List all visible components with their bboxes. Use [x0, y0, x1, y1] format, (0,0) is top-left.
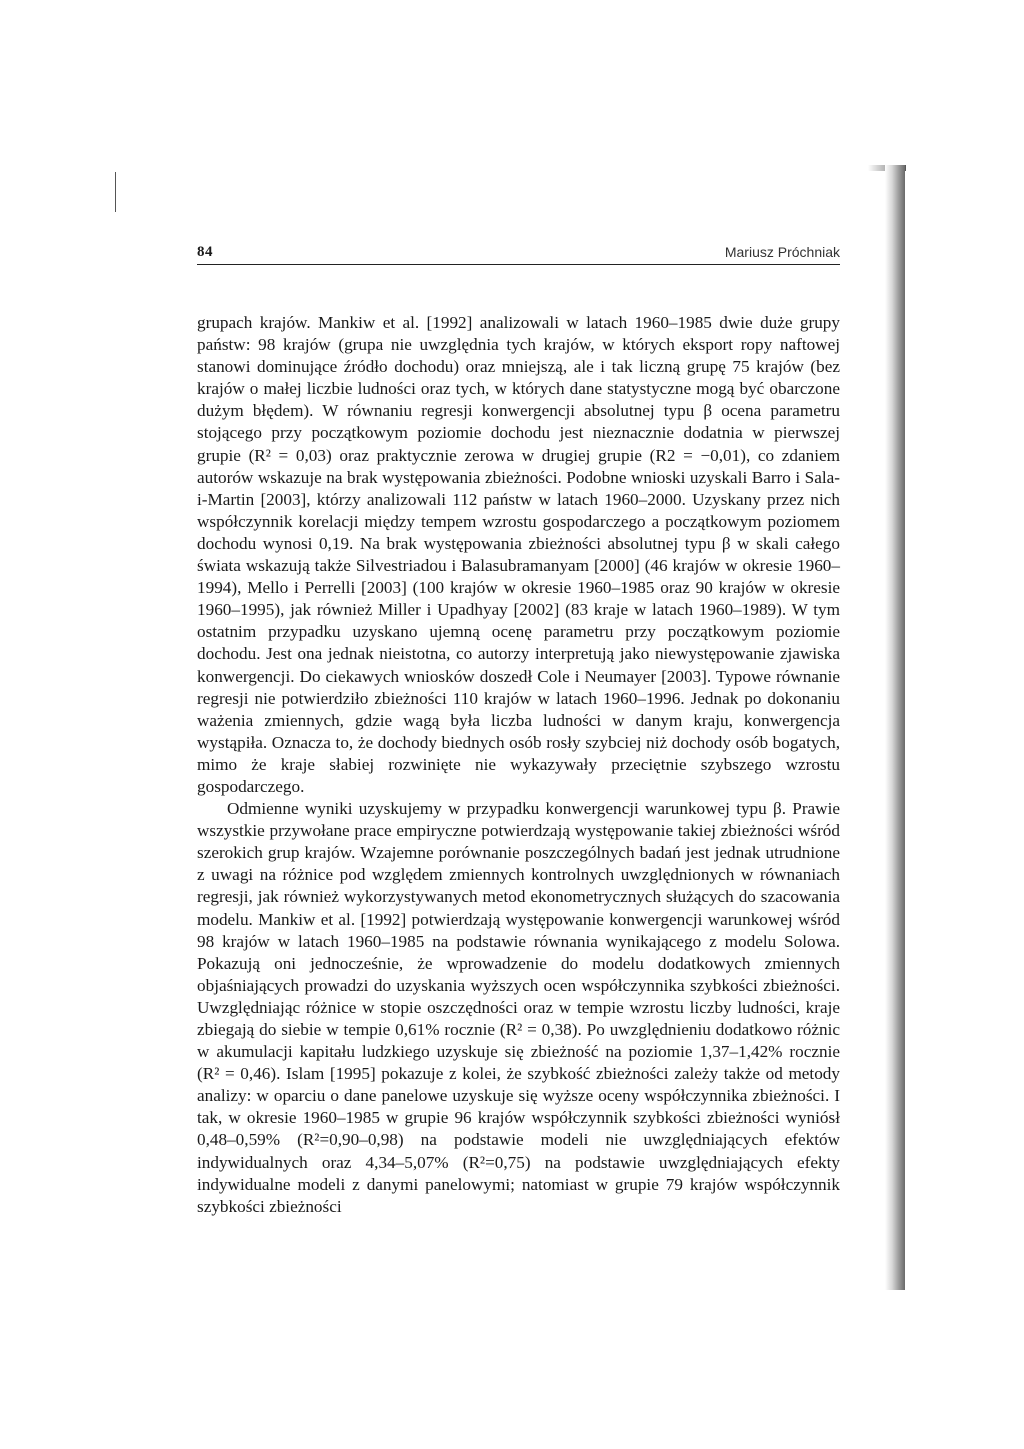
header-rule [197, 264, 840, 265]
paragraph-2: Odmienne wyniki uzyskujemy w przypadku konwergencji warunkowej typu β. Prawie wszystkie przywołane prace empiryczne potwierdzają występowanie takiej zbieżności wśród szerokich grup krajów. Wzajemne porównanie poszczególnych badań jest jednak utrudnione z uwagi na różnice pod względem zmiennych kontrolnych uwzględnionych w równaniach regresji, jak również wykorzystywanych metod ekonometrycznych służących do szacowania modelu. Mankiw et al. [1992] potwierdzają występowanie konwergencji warunkowej wśród 98 krajów w latach 1960–1985 na podstawie równania wynikającego z modelu Solowa. Pokazują oni jednocześnie, że wprowadzenie do modelu dodatkowych zmiennych objaśniających prowadzi do uzyskania wyższych ocen współczynnika szybkości zbieżności. Uwzględniając różnice w stopie oszczędności oraz w tempie wzrostu liczby ludności, kraje zbiegają do siebie w tempie 0,61% rocznie (R² = 0,38). Po uwzględnieniu dodatkowo różnic w akumulacji kapitału ludzkiego uzyskuje się zbieżność na poziomie 1,37–1,42% rocznie (R² = 0,46). Islam [1995] pokazuje z kolei, że szybkość zbieżności zależy także od metody analizy: w oparciu o dane panelowe uzyskuje się wyższe oceny współczynnika zbieżności. I tak, w okresie 1960–1985 w grupie 96 krajów współczynnik szybkości zbieżności wyniósł 0,48–0,59% (R²=0,90–0,98) na podstawie modeli nie uwzględniających efektów indywidualnych oraz 4,34–5,07% (R²=0,75) na podstawie uwzględniających efekty indywidualne modeli z danymi panelowymi; natomiast w grupie 79 krajów współczynnik szybkości zbieżności [197, 799, 840, 1216]
running-head [197, 244, 840, 264]
scan-artifact-left-mark [115, 172, 116, 212]
running-head-author: Mariusz Próchniak [724, 244, 840, 260]
scan-artifact-page-edge-shadow [885, 165, 905, 1290]
page-number: 84 [197, 244, 213, 260]
paragraph-1: grupach krajów. Mankiw et al. [1992] analizowali w latach 1960–1985 dwie duże grupy państw: 98 krajów (grupa nie uwzględnia tych krajów, w których eksport ropy naftowej stanowi dominujące źródło dochodu) oraz mniejszą, ale i tak liczną grupę 75 krajów (bez krajów o małej liczbie ludności oraz tych, w których dane statystyczne mogą być obarczone dużym błędem). W równaniu regresji konwergencji absolutnej typu β ocena parametru stojącego przy początkowym poziomie dochodu jest nieznacznie dodatnia w pierwszej grupie (R² = 0,03) oraz praktycznie zerowa w drugiej grupie (R2 = −0,01), co zdaniem autorów wskazuje na brak występowania zbieżności. Podobne wnioski uzyskali Barro i Sala-i-Martin [2003], którzy analizowali 112 państw w latach 1960–2000. Uzyskany przez nich współczynnik korelacji między tempem wzrostu gospodarczego a początkowym poziomem dochodu wynosi 0,19. Na brak występowania zbieżności absolutnej typu β w skali całego świata wskazują także Silvestriadou i Balasubramanyam [2000] (46 krajów w okresie 1960–1994), Mello i Perrelli [2003] (100 krajów w okresie 1960–1985 oraz 90 krajów w okresie 1960–1995), jak również Miller i Upadhyay [2002] (83 kraje w latach 1960–1989). W tym ostatnim przypadku uzyskano ujemną ocenę parametru przy początkowym poziomie dochodu. Jest ona jednak nieistotna, co autorzy interpretują jako niewystępowanie zjawiska konwergencji. Do ciekawych wniosków doszedł Cole i Neumayer [2003]. Typowe równanie regresji nie potwierdziło zbieżności 110 krajów w latach 1960–1996. Jednak po dokonaniu ważenia zmiennych, gdzie wagą była liczba ludności w danym kraju, konwergencja wystąpiła. Oznacza to, że dochody biednych osób rosły szybciej niż dochody osób bogatych, mimo że kraje słabiej rozwinięte nie wykazywały przeciętnie szybszego wzrostu gospodarczego. [197, 313, 840, 796]
body-text [197, 312, 840, 1218]
